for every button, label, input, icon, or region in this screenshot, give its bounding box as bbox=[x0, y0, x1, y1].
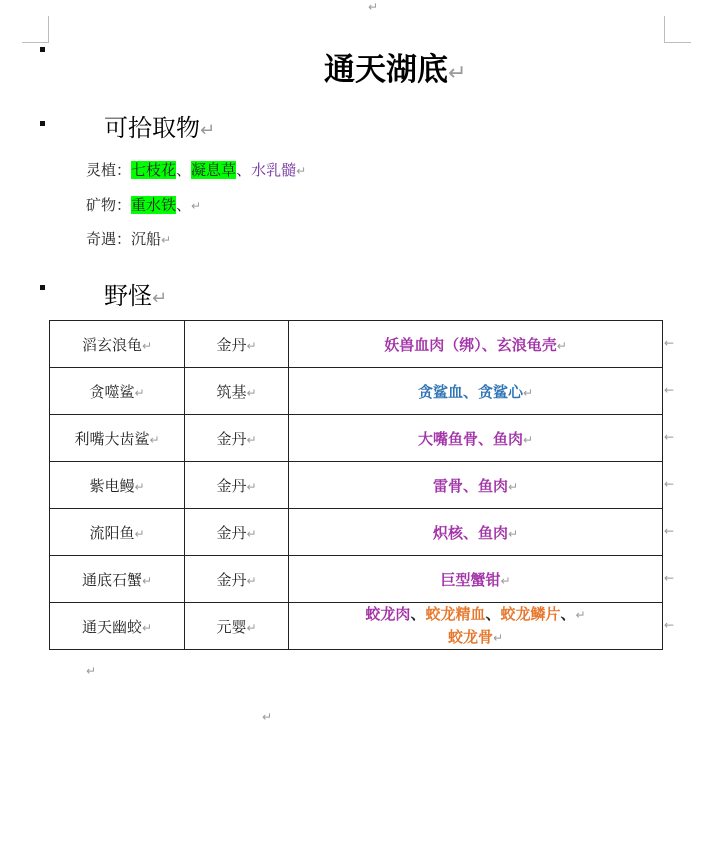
empty-paragraph-mark[interactable]: ↵ bbox=[86, 664, 97, 678]
page-title[interactable] bbox=[324, 44, 466, 89]
monster-table bbox=[49, 320, 663, 650]
row-end-mark: ← bbox=[664, 570, 675, 585]
section-heading-monsters[interactable] bbox=[104, 276, 167, 311]
section-heading-text: 可拾取物 bbox=[104, 114, 200, 142]
monster-name-cell[interactable] bbox=[50, 462, 185, 509]
cell-end-mark: ↵ bbox=[141, 620, 153, 635]
minerals-items bbox=[131, 196, 176, 214]
monster-name-cell[interactable] bbox=[50, 509, 185, 556]
monster-drops-cell[interactable] bbox=[289, 321, 663, 368]
cell-end-mark: ↵ bbox=[556, 338, 567, 353]
paragraph-mark: ↵ bbox=[161, 233, 172, 247]
cell-end-mark: ↵ bbox=[246, 620, 257, 635]
drop-separator: 、 bbox=[462, 523, 478, 542]
spirit-plants-label: 灵植： bbox=[86, 161, 132, 179]
drop-item: 贪鲨心 bbox=[477, 382, 523, 401]
row-end-mark: ← bbox=[664, 382, 675, 397]
heading-bullet bbox=[40, 47, 45, 52]
drop-item: 蛟龙鳞片 bbox=[500, 605, 561, 623]
cell-end-mark: ↵ bbox=[246, 385, 257, 400]
monster-name-cell[interactable] bbox=[50, 603, 185, 650]
monster-drops-cell[interactable] bbox=[289, 603, 663, 650]
drop-item: 鱼肉 bbox=[477, 523, 508, 542]
drop-item: 炽核 bbox=[432, 523, 463, 542]
row-end-mark: ← bbox=[664, 429, 675, 444]
encounters-line[interactable] bbox=[86, 228, 171, 251]
cell-end-mark: ↵ bbox=[246, 479, 257, 494]
monster-name-cell-text: 流阳鱼 bbox=[89, 523, 135, 542]
section-heading-text: 野怪 bbox=[104, 282, 152, 310]
cell-end-mark: ↵ bbox=[246, 573, 257, 588]
encounters-text: 沉船 bbox=[131, 230, 162, 248]
page-corner-mark-top-right bbox=[664, 16, 691, 43]
drop-separator: 、 bbox=[477, 429, 493, 448]
table-row bbox=[50, 603, 663, 650]
spirit-plant-separator: 、 bbox=[236, 161, 252, 179]
drop-item: 雷骨 bbox=[432, 476, 463, 495]
spirit-plant-separator: 、 bbox=[176, 161, 192, 179]
cell-end-mark: ↵ bbox=[141, 573, 153, 588]
monster-name-cell[interactable] bbox=[50, 368, 185, 415]
drop-item: 鱼肉 bbox=[492, 429, 523, 448]
page-title-text: 通天湖底 bbox=[324, 52, 448, 88]
cell-end-mark: ↵ bbox=[246, 526, 257, 541]
paragraph-mark: ↵ bbox=[448, 61, 467, 86]
monster-drops-cell[interactable] bbox=[289, 556, 663, 603]
table-row bbox=[50, 368, 663, 415]
monster-realm-cell[interactable] bbox=[185, 368, 289, 415]
drop-item: 贪鲨血 bbox=[417, 382, 463, 401]
drop-item: 蛟龙精血 bbox=[425, 605, 486, 623]
row-end-mark: ← bbox=[664, 617, 675, 632]
page-corner-mark-top-left bbox=[22, 16, 49, 43]
heading-bullet bbox=[40, 121, 45, 126]
monster-name-cell-text: 通底石蟹 bbox=[81, 570, 142, 589]
row-end-mark: ← bbox=[664, 523, 675, 538]
mineral-item: 重水铁 bbox=[131, 196, 177, 214]
minerals-label: 矿物： bbox=[86, 196, 132, 214]
spirit-plants-items bbox=[131, 161, 296, 179]
paragraph-mark: ↵ bbox=[200, 120, 216, 141]
drops-line bbox=[293, 603, 658, 626]
table-row bbox=[50, 556, 663, 603]
cell-end-mark: ↵ bbox=[492, 631, 504, 645]
cell-end-mark: ↵ bbox=[575, 608, 586, 622]
cell-end-mark: ↵ bbox=[522, 385, 534, 400]
paragraph-mark: ↵ bbox=[191, 199, 202, 213]
monster-realm-cell[interactable] bbox=[185, 509, 289, 556]
drop-separator: 、 bbox=[410, 605, 426, 623]
cell-end-mark: ↵ bbox=[141, 338, 153, 353]
monster-name-cell-text: 滔玄浪龟 bbox=[81, 335, 142, 354]
monster-realm-cell[interactable] bbox=[185, 556, 289, 603]
monster-realm-cell-text: 筑基 bbox=[216, 382, 247, 401]
spirit-plant-item: 凝息草 bbox=[191, 161, 237, 179]
drop-separator: 、 bbox=[485, 605, 501, 623]
drop-separator: 、 bbox=[481, 335, 497, 354]
drop-separator: 、 bbox=[462, 476, 478, 495]
monster-realm-cell[interactable] bbox=[185, 603, 289, 650]
drop-item: 玄浪龟壳 bbox=[496, 335, 557, 354]
spirit-plant-item: 七枝花 bbox=[131, 161, 177, 179]
drop-item: 蛟龙肉 bbox=[365, 605, 411, 623]
spirit-plant-item: 水乳髓 bbox=[251, 161, 297, 179]
table-row bbox=[50, 509, 663, 556]
cell-end-mark: ↵ bbox=[246, 432, 257, 447]
monster-name-cell-text: 通天幽蛟 bbox=[81, 617, 142, 636]
monster-drops-cell[interactable] bbox=[289, 509, 663, 556]
monster-name-cell-text: 贪噬鲨 bbox=[89, 382, 135, 401]
paragraph-mark: ↵ bbox=[152, 288, 168, 309]
drop-item: 鱼肉 bbox=[477, 476, 508, 495]
minerals-trailing: 、 bbox=[176, 196, 192, 214]
monster-name-cell-text: 利嘴大齿鲨 bbox=[74, 429, 150, 448]
monster-realm-cell-text: 金丹 bbox=[216, 335, 247, 354]
paragraph-mark: ↵ bbox=[296, 164, 307, 178]
spirit-plants-line[interactable] bbox=[86, 159, 306, 182]
table-row bbox=[50, 462, 663, 509]
drop-item: 巨型蟹钳 bbox=[440, 570, 501, 589]
drop-separator: 、 bbox=[560, 605, 576, 623]
monster-drops-cell[interactable] bbox=[289, 462, 663, 509]
drop-item: 蛟龙骨 bbox=[447, 628, 493, 646]
heading-bullet bbox=[40, 285, 45, 290]
monster-realm-cell-text: 金丹 bbox=[216, 523, 247, 542]
cell-end-mark: ↵ bbox=[134, 526, 145, 541]
paragraph-mark: ↵ bbox=[368, 0, 379, 14]
monster-name-cell[interactable] bbox=[50, 415, 185, 462]
minerals-line[interactable] bbox=[86, 194, 201, 217]
cell-end-mark: ↵ bbox=[500, 573, 511, 588]
section-heading-pickups[interactable] bbox=[104, 108, 215, 143]
monster-drops-cell[interactable] bbox=[289, 415, 663, 462]
monster-realm-cell[interactable] bbox=[185, 321, 289, 368]
cell-end-mark: ↵ bbox=[134, 479, 145, 494]
drops-line bbox=[293, 626, 658, 649]
monster-name-cell[interactable] bbox=[50, 321, 185, 368]
encounters-label: 奇遇： bbox=[86, 230, 132, 248]
drop-item: 大嘴鱼骨 bbox=[417, 429, 478, 448]
empty-paragraph-mark[interactable]: ↵ bbox=[262, 710, 273, 724]
cell-end-mark: ↵ bbox=[507, 526, 519, 541]
monster-realm-cell-text: 元婴 bbox=[216, 617, 247, 636]
monster-realm-cell[interactable] bbox=[185, 462, 289, 509]
drop-separator: 、 bbox=[462, 382, 478, 401]
monster-name-cell[interactable] bbox=[50, 556, 185, 603]
monster-realm-cell-text: 金丹 bbox=[216, 476, 247, 495]
monster-realm-cell[interactable] bbox=[185, 415, 289, 462]
monster-name-cell-text: 紫电鳗 bbox=[89, 476, 135, 495]
cell-end-mark: ↵ bbox=[522, 432, 534, 447]
monster-drops-cell[interactable] bbox=[289, 368, 663, 415]
monster-realm-cell-text: 金丹 bbox=[216, 570, 247, 589]
table-row bbox=[50, 321, 663, 368]
cell-end-mark: ↵ bbox=[149, 432, 160, 447]
drop-item: 妖兽血肉（绑） bbox=[384, 335, 482, 354]
row-end-mark: ← bbox=[664, 476, 675, 491]
cell-end-mark: ↵ bbox=[507, 479, 519, 494]
monster-realm-cell-text: 金丹 bbox=[216, 429, 247, 448]
table-row bbox=[50, 415, 663, 462]
cell-end-mark: ↵ bbox=[134, 385, 145, 400]
cell-end-mark: ↵ bbox=[246, 338, 257, 353]
row-end-mark: ← bbox=[664, 335, 675, 350]
